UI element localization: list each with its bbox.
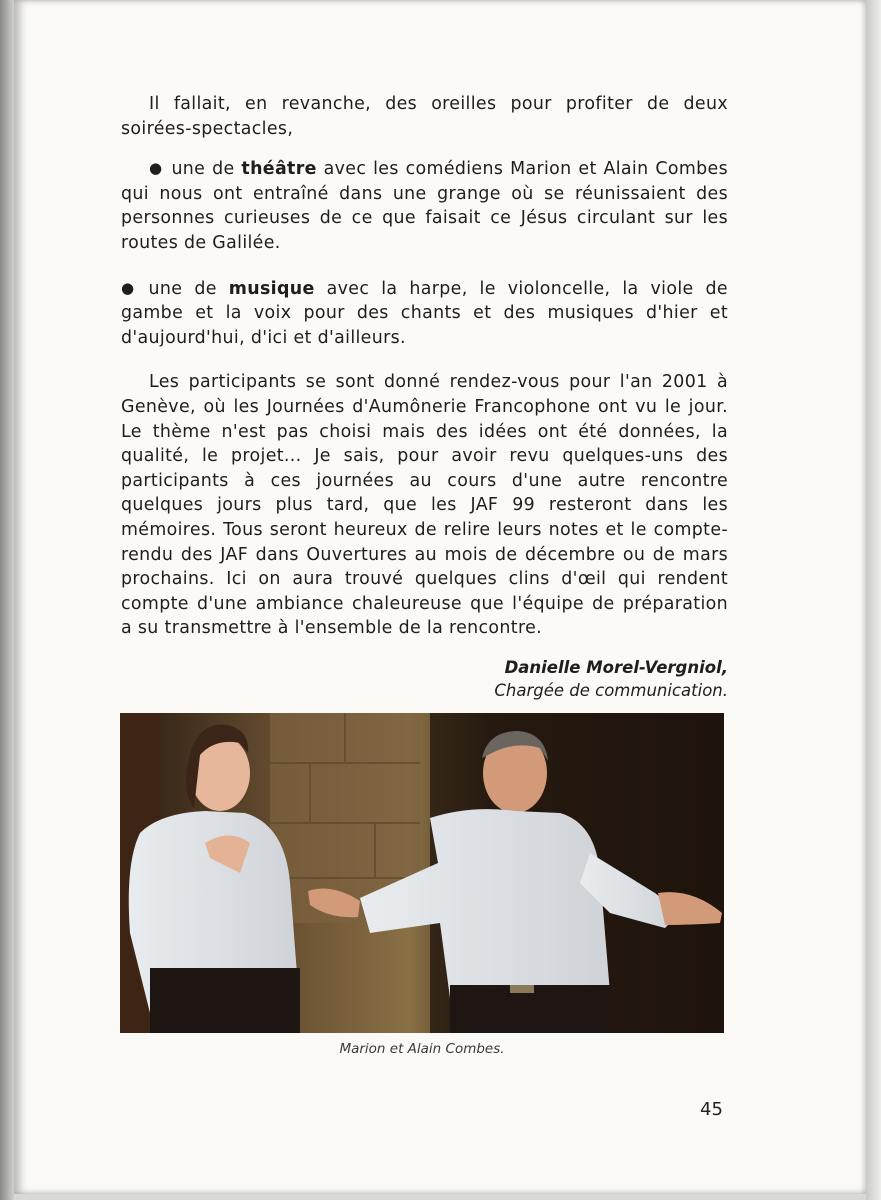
paragraph-intro: Il fallait, en revanche, des oreilles pour profiter de deux soirées-spectacles, — [121, 94, 728, 139]
photo-marion-alain-combes — [120, 713, 724, 1033]
book-binding-shadow — [0, 0, 14, 1200]
page-edge — [866, 0, 881, 1200]
paragraph-theatre: ● une de théâtre avec les comédiens Marion et Alain Combes qui nous ont entraîné dans une grange où se réunissaient des personnes curieuses de ce que faisait ce Jésus circulant sur les routes de Galilée. — [121, 159, 728, 253]
page-number: 45 — [700, 1099, 723, 1120]
author-role: Chargée de communication. — [494, 681, 728, 700]
author-name: Danielle Morel-Vergniol, — [504, 658, 728, 677]
paragraph-musique: ● une de musique avec la harpe, le violoncelle, la viole de gambe et la voix pour des chants et des musiques d'hier et d'aujourd'hui, d'ici et d'ailleurs. — [121, 278, 728, 348]
article-body — [121, 92, 728, 656]
photo-illustration — [120, 713, 724, 1033]
photo-caption: Marion et Alain Combes. — [339, 1041, 505, 1057]
bullet-icon: ● — [149, 159, 164, 178]
signature-block — [494, 656, 728, 702]
paragraph-conclusion: Les participants se sont donné rendez-vous pour l'an 2001 à Genève, où les Journées d'Aumônerie Francophone ont vu le jour. Le thème n'est pas choisi mais des idées ont été données, la qualité, le projet... Je sais, pour avoir revu quelques-uns des participants à ces journées au cours d'une autre rencontre quelques jours plus tard, que les JAF 99 resteront dans les mémoires. Tous seront heureux de relire leurs notes et le compte-rendu des JAF dans Ouvertures au mois de décembre ou de mars prochains. Ici on aura trouvé quelques clins d'œil qui rendent compte d'une ambiance chaleureuse que l'équipe de préparation a su transmettre à l'ensemble de la rencontre. — [121, 372, 728, 639]
bullet-icon: ● — [121, 278, 141, 297]
keyword-theatre: théâtre — [241, 159, 317, 180]
keyword-musique: musique — [228, 278, 315, 299]
